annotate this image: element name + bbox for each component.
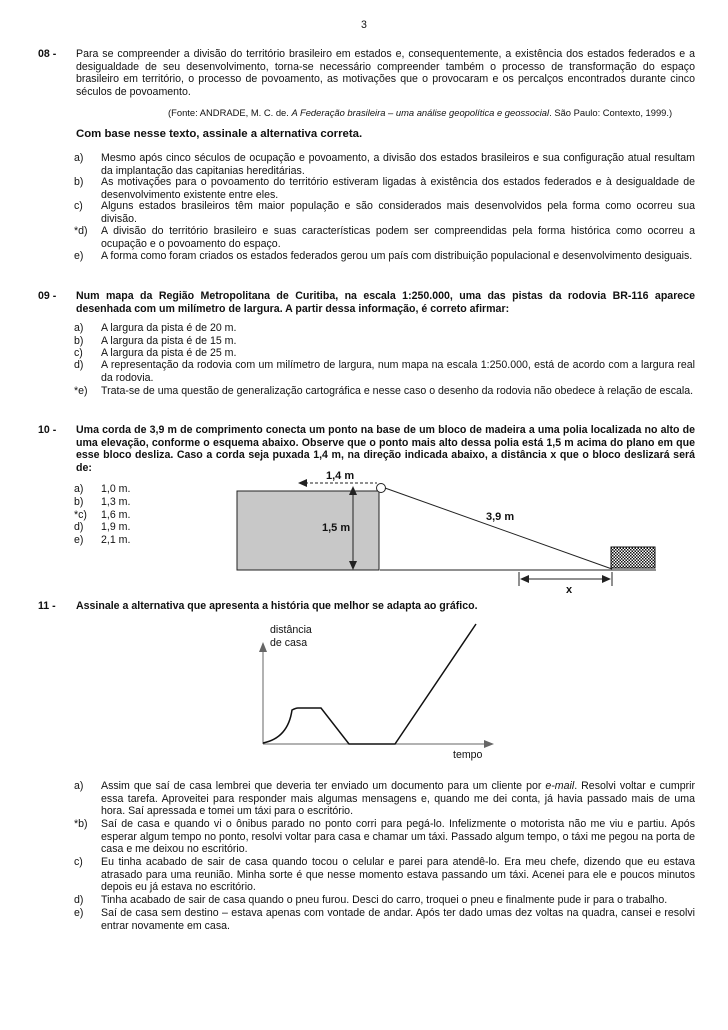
option-text: A largura da pista é de 20 m. bbox=[101, 322, 237, 334]
option-label: *e) bbox=[74, 385, 88, 397]
option-label: c) bbox=[74, 347, 83, 359]
option-text: Eu tinha acabado de sair de casa quando tocou o celular e parei para atendê-lo. Era meu chefe, dizendo que eu estava atrasado para uma reunião. Minha sorte é que nesse momento estava passando um táxi. Acenei para ele e poucos minutos depois eu já estava no escritório. bbox=[101, 856, 695, 894]
question-09-stem: Num mapa da Região Metropolitana de Curitiba, na escala 1:250.000, uma das pistas da rodovia BR-116 aparece desenhada com um milímetro de largura. A partir dessa informação, é correto afirmar: bbox=[76, 290, 695, 315]
option-text: Saí de casa e quando vi o ônibus parado no ponto corri para pegá-lo. Infelizmente o motorista não me viu e partiu. Após esperar algum tempo no ponto, resolvi voltar para casa e chamar um táxi. Passado algum tempo, o táxi me pegou na porta de casa e me deixou no escritório. bbox=[101, 818, 695, 856]
question-10-stem: Uma corda de 3,9 m de comprimento conecta um ponto na base de um bloco de madeira a uma polia localizada no alto de uma elevação, conforme o esquema abaixo. Observe que o ponto mais alto dessa polia está 1,5 m acima do plano em que esse bloco desliza. Caso a corda seja puxada 1,4 m, na direção indicada abaixo, a distância x que o bloco deslizará será de: bbox=[76, 424, 695, 474]
option-label: c) bbox=[74, 856, 83, 868]
question-11-stem: Assinale a alternativa que apresenta a história que melhor se adapta ao gráfico. bbox=[76, 600, 478, 612]
question-08-number: 08 - bbox=[38, 48, 57, 60]
question-09-number: 09 - bbox=[38, 290, 57, 302]
source-title: A Federação brasileira – uma análise geopolítica e geossocial bbox=[291, 107, 550, 118]
option-label: e) bbox=[74, 250, 84, 262]
rope-label: 3,9 m bbox=[486, 511, 515, 523]
option-label: a) bbox=[74, 780, 84, 792]
option-label: b) bbox=[74, 335, 84, 347]
option-text: Trata-se de uma questão de generalização cartográfica e nesse caso o desenho da rodovia não obedece à relação de escala. bbox=[101, 385, 694, 397]
option-label: b) bbox=[74, 176, 84, 188]
height-label: 1,5 m bbox=[322, 522, 351, 534]
option-text: 1,3 m. bbox=[101, 496, 131, 508]
option-label: *d) bbox=[74, 225, 88, 237]
option-text: 2,1 m. bbox=[101, 534, 131, 546]
pull-label: 1,4 m bbox=[326, 470, 355, 482]
option-text: A forma como foram criados os estados federados gerou um país com distribuição populacional e desenvolvimento desiguais. bbox=[101, 250, 693, 262]
option-text: 1,9 m. bbox=[101, 521, 131, 533]
option-text: 1,0 m. bbox=[101, 483, 131, 495]
option-text: 1,6 m. bbox=[101, 509, 131, 521]
option-text: A largura da pista é de 25 m. bbox=[101, 347, 237, 359]
option-label: d) bbox=[74, 359, 84, 371]
option-text bbox=[101, 780, 695, 818]
option-text-emphasis: e-mail bbox=[545, 780, 575, 792]
question-10-number: 10 - bbox=[38, 424, 57, 436]
option-text: A largura da pista é de 15 m. bbox=[101, 335, 237, 347]
source-suffix: . São Paulo: Contexto, 1999.) bbox=[549, 107, 673, 118]
x-label: x bbox=[566, 584, 573, 596]
option-label: d) bbox=[74, 894, 84, 906]
question-08-stem: Para se compreender a divisão do território brasileiro em estados e, consequentemente, a existência dos estados federados e a desigualdade de seu desenvolvimento, torna-se necessário compreender também o processo de transformação do espaço brasileiro em território, o processo de povoamento, as motivações que o provocaram e os percalços encontrados durante cinco séculos de povoamento. bbox=[76, 48, 695, 98]
option-label: a) bbox=[74, 483, 84, 495]
y-axis-label-line1: distância bbox=[270, 624, 312, 636]
y-axis-arrow bbox=[259, 642, 267, 652]
x-axis-arrow bbox=[484, 740, 494, 748]
option-label: a) bbox=[74, 152, 84, 164]
option-label: e) bbox=[74, 534, 84, 546]
option-text: Alguns estados brasileiros têm maior população e são considerados mais desenvolvidos pela forma como ocorreu sua divisão. bbox=[101, 200, 695, 225]
option-text: A representação da rodovia com um milímetro de largura, num mapa na escala 1:250.000, está de acordo com a largura real da rodovia. bbox=[101, 359, 695, 384]
option-text: Saí de casa sem destino – estava apenas com vontade de andar. Após ter dado umas dez voltas na quadra, cansei e resolvi entrar novamente em casa. bbox=[101, 907, 695, 932]
option-label: c) bbox=[74, 200, 83, 212]
option-label: *c) bbox=[74, 509, 87, 521]
option-label: a) bbox=[74, 322, 84, 334]
option-label: b) bbox=[74, 496, 84, 508]
option-text: As motivações para o povoamento do território estiveram ligadas à existência dos estados federados e à desigualdade de desenvolvimento existente entre eles. bbox=[101, 176, 695, 201]
option-label: e) bbox=[74, 907, 84, 919]
page-number: 3 bbox=[361, 19, 367, 31]
option-text: Tinha acabado de sair de casa quando o pneu furou. Desci do carro, troquei o pneu e finalmente pude ir para o trabalho. bbox=[101, 894, 668, 906]
question-11-number: 11 - bbox=[38, 600, 56, 612]
option-label: *b) bbox=[74, 818, 88, 830]
source-prefix: (Fonte: ANDRADE, M. C. de. bbox=[168, 107, 292, 118]
option-text: Mesmo após cinco séculos de ocupação e povoamento, a divisão dos estados brasileiros e sua configuração atual resultam da implantação das capitanias hereditárias. bbox=[101, 152, 695, 177]
option-text: A divisão do território brasileiro e suas características podem ser compreendidas pela forma histórica como ocorreu a ocupação e o povoamento do espaço. bbox=[101, 225, 695, 250]
y-axis-label-line2: de casa bbox=[270, 637, 308, 649]
question-08-prompt: Com base nesse texto, assinale a alternativa correta. bbox=[76, 128, 363, 140]
option-text-before: Assim que saí de casa lembrei que deveria ter enviado um documento para um cliente por bbox=[101, 780, 546, 792]
option-label: d) bbox=[74, 521, 84, 533]
x-axis-label: tempo bbox=[453, 749, 483, 761]
option-text-after: . Resolvi voltar e cumprir essa tarefa. Aproveitei para responder mais algumas mensagens e, quando me dei conta, já havia passado mais de uma hora. Saí apressada e tomei um táxi para o escritório. bbox=[101, 780, 695, 818]
